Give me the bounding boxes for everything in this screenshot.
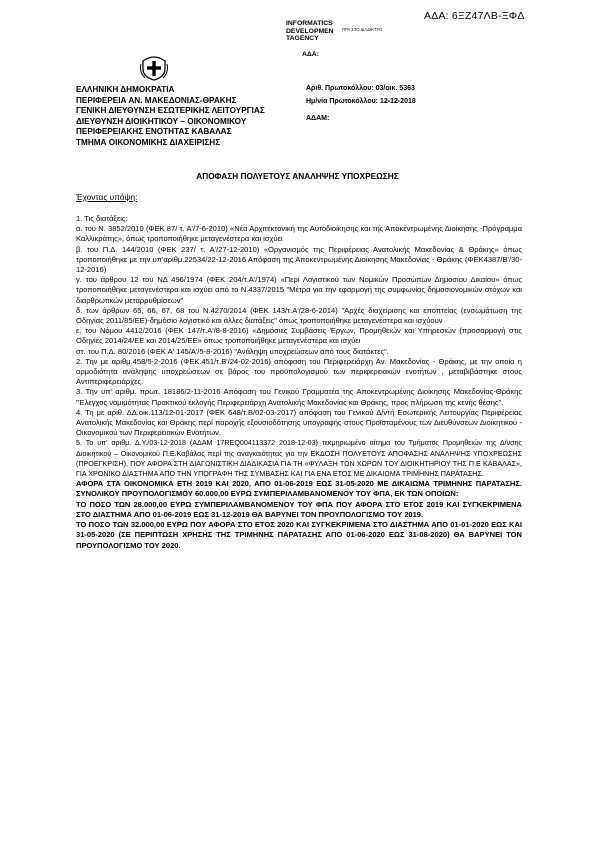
body-paragraph: 2. Την με αριθμ.458/5-2-2016 (ΦΕΚ.451/τ.Β'/24-02-2016) απόφαση του Περιφερειάρχη Αν. Μακεδονίας - Θράκης, με την οποία η αρμοδιότητα ανάληψης υποχρεώσεων σε βάρος του προϋπολογισμού των περιφερειακών ενοτήτων , μεταβιβάστηκε στους Αντιπεριφερειάρχες. — [76, 356, 522, 387]
body-paragraph: ΤΟ ΠΟΣΟ ΤΩΝ 32.000,00 ΕΥΡΩ ΠΟΥ ΑΦΟΡΑ ΣΤΟ ΕΤΟΣ 2020 ΚΑΙ ΣΥΓΚΕΚΡΙΜΕΝΑ ΣΤΟ ΔΙΑΣΤΗΜΑ ΑΠΟ 01-01-2020 ΕΩΣ ΚΑΙ 31-05-2020 (ΣΕ ΠΕΡΙΠΤΩΣΗ ΧΡΗΣΗΣ ΤΗΣ ΤΡΙΜΗΝΗΣ ΠΑΡΑΤΑΣΗΣ ΑΠΟ 01-06-2020 ΕΩΣ 31-08-2020) ΘΑ ΒΑΡΥΝΕΙ ΤΟΝ ΠΡΟΥΠΟΛΟΓΙΣΜΟ ΤΟΥ 2020. — [76, 520, 522, 550]
adam-label: ΑΔΑΜ: — [306, 115, 330, 122]
stamp-ada-label: ΑΔΑ: — [302, 51, 319, 58]
header-line: ΕΛΛΗΝΙΚΗ ΔΗΜΟΚΡΑΤΙΑ — [76, 85, 175, 94]
body-paragraph: α. του Ν. 3852/2010 (ΦΕΚ 87/ τ. Α'/7-6-2010) «Νέα Αρχιτεκτονική της Αυτοδιοίκησης και της Αποκεντρωμένης Διοίκησης -Πρόγραμμα Καλλικράτης», όπως τροποποιήθηκε μεταγενέστερα και ισχύει — [76, 224, 522, 244]
ada-number: ΑΔΑ: 6ΞΖ47ΛΒ-ΞΦΔ — [424, 10, 525, 22]
body-paragraph: ΑΦΟΡΑ ΣΤΑ ΟΙΚΟΝΟΜΙΚΑ ΕΤΗ 2019 ΚΑΙ 2020, ΑΠΟ 01-06-2019 ΕΩΣ 31-05-2020 ΜΕ ΔΙΚΑΙΩΜΑ ΤΡΙΜΗΝΗΣ ΠΑΡΑΤΑΣΗΣ. ΣΥΝΟΛΙΚΟΥ ΠΡΟΥΠΟΛΟΓΙΣΜΟΥ 60.000,00 ΕΥΡΩ ΣΥΜΠΕΡΙΛΑΜΒΑΝΟΜΕΝΟΥ ΤΟΥ ΦΠΑ, ΕΚ ΤΩΝ ΟΠΟΙΩΝ: — [76, 479, 522, 499]
protocol-number: Αριθ. Πρωτοκόλλου: 03/οικ. 5363 — [306, 85, 415, 92]
document-title: ΑΠΟΦΑΣΗ ΠΟΛΥΕΤΟΥΣ ΑΝΑΛΗΨΗΣ ΥΠΟΧΡΕΩΣΗΣ — [196, 171, 399, 181]
body-paragraph: 3. Την υπ' αριθμ. πρωτ. 18186/2-11-2016 Απόφαση του Γενικού Γραμματέα της Αποκεντρωμένης Διοίκησης Μακεδονίας-Θράκης "Έλεγχος νομιμότητας Πρακτικού εκλογής Περιφερειάρχη Ανατολικής Μακεδονίας και Θράκης, προς πλήρωση της κενής θέσης". — [76, 387, 522, 407]
header-line: ΔΙΕΥΘΥΝΣΗ ΔΙΟΙΚΗΤΙΚΟΥ – ΟΙΚΟΝΟΜΙΚΟΥ — [76, 116, 247, 126]
document-body — [76, 214, 522, 551]
body-paragraph: β. του Π.Δ. 144/2010 (ΦΕΚ 237/ τ. Α'/27-12-2010) «Οργανισμός της Περιφέρειας Ανατολικής Μακεδονίας & Θράκης» όπως τροποποιήθηκε με την υπ'αριθμ.22534/22-12-2016 Απόφαση της Αποκεντρωμένης Διοίκησης Μακεδονίας - Θράκης (ΦΕΚ4387/Β'/30-12-2016) — [76, 244, 522, 275]
body-paragraph: γ. του άρθρου 12 του ΝΔ 496/1974 (ΦΕΚ 204/τ.Α'/1974) «Περί Λογιστικού των Νομικών Προσώπων Δημοσίου Δικαίου» όπως τροποποιήθηκε μεταγενέστερα και ισχύει από το Ν.4337/2015 "Μέτρα για την εφαρμογή της συμφωνίας δημοσιονομικών στόχων και διαρθρωτικών μεταρρυθμίσεων" — [76, 275, 522, 305]
stamp-mid-text: ΠΡΑ ΣΤΟ ΔΙΑΔΙΚΤΥΟ — [342, 26, 383, 32]
body-paragraph: στ. του Π.Δ. 80/2016 (ΦΕΚ Α' 145/Α'/5-8-2016) "Ανάληψη υποχρεώσεων από τους διατάκτες". — [76, 346, 389, 356]
document-subtitle: Έχοντας υπόψη: — [76, 192, 138, 202]
diavgeia-stamp — [286, 20, 446, 43]
body-paragraph: ε. του Νόμου 4412/2016 (ΦΕΚ 147/τ.Α'/8-8-2016) «Δημόσιες Συμβάσεις Έργων, Προμηθειών και Υπηρεσιών (προσαρμογή στις Οδηγίες 2014/24/ΕΕ και 2014/25/ΕΕ» όπως τροποποιήθηκε μεταγενέστερα και ισχύει — [76, 326, 522, 346]
body-paragraph: 5. Το υπ' αριθμ. Δ.Υ./03-12-2018 (ΑΔΑΜ 17REQ004113372 2018-12-03) τεκμηριωμένο αίτημα του Τμήματος Προμηθειών της Δ/νσης Διοικητικού – Οικονομικού Π.Ε.Καβάλας περί της αναγκαιότητας για την ΕΚΔΟΣΗ ΠΟΛΥΕΤΟΥΣ ΑΠΟΦΑΣΗΣ ΑΝΑΛΗΨΗΣ ΥΠΟΧΡΕΩΣΗΣ (ΠΡΟΕΓΚΡΙΣΗ), ΠΟΥ ΑΦΟΡΑ ΣΤΗ ΔΙΑΓΩΝΙΣΤΙΚΗ ΔΙΑΔΙΚΑΣΙΑ ΓΙΑ ΤΗ «ΦΥΛΑΞΗ ΤΩΝ ΧΩΡΩΝ ΤΟΥ ΔΙΟΙΚΗΤΗΡΙΟΥ ΤΗΣ Π.Ε ΚΑΒΑΛΑΣ», ΓΙΑ ΧΡΟΝΙΚΟ ΔΙΑΣΤΗΜΑ ΑΠΟ ΤΗΝ ΥΠΟΓΡΑΦΗ ΤΗΣ ΣΥΜΒΑΣΗΣ ΚΑΙ ΓΙΑ ΕΝΑ ΕΤΟΣ ΜΕ ΔΙΚΑΙΩΜΑ ΤΡΙΜΗΝΗΣ ΠΑΡΑΤΑΣΗΣ. — [76, 439, 522, 479]
header-line: ΠΕΡΙΦΕΡΕΙΑ ΑΝ. ΜΑΚΕΔΟΝΙΑΣ-ΘΡΑΚΗΣ — [76, 95, 237, 105]
issuing-authority — [76, 85, 265, 149]
body-paragraph: ΤΟ ΠΟΣΟ ΤΩΝ 28.000,00 ΕΥΡΩ ΣΥΜΠΕΡΙΛΑΜΒΑΝΟΜΕΝΟΥ ΤΟΥ ΦΠΑ ΠΟΥ ΑΦΟΡΑ ΣΤΟ ΕΤΟΣ 2019 ΚΑΙ ΣΥΓΚΕΚΡΙΜΕΝΑ ΣΤΟ ΔΙΑΣΤΗΜΑ ΑΠΟ 01-06-2019 ΕΩΣ 31-12-2019 ΘΑ ΒΑΡΥΝΕΙ ΤΟΝ ΠΡΟΥΠΟΛΟΓΙΣΜΟ ΤΟΥ 2019. — [76, 499, 522, 519]
protocol-date: Ημ/νία Πρωτοκόλλου: 12-12-2018 — [306, 97, 416, 105]
header-line: ΤΜΗΜΑ ΟΙΚΟΝΟΜΙΚΗΣ ΔΙΑΧΕΙΡΙΣΗΣ — [76, 137, 221, 147]
stamp-line-1: INFORMATICS — [286, 20, 333, 27]
header-line: ΠΕΡΙΦΕΡΕΙΑΚΗΣ ΕΝΟΤΗΤΑΣ ΚΑΒΑΛΑΣ — [76, 127, 232, 137]
protocol-block — [306, 83, 416, 108]
body-paragraph: 4. Τη με αριθ. ΔΔ.οικ.113/12-01-2017 (ΦΕΚ 648/τ.Β/02-03-2017) απόφαση του Γενικού Δ/ντή Εσωτερικής Λειτουργίας Περιφέρειας Ανατολικής Μακεδονίας και Θράκης περί παροχής εξουσιοδότησης υπογραφής στους Προϊσταμένους των Διευθύνσεων Διοικητικού - Οικονομικού των Περιφερειακών Ενοτήτων. — [76, 407, 522, 438]
stamp-line-2: DEVELOPMEN — [286, 27, 334, 35]
body-paragraph: 1. Τις διατάξεις: — [76, 214, 128, 223]
coat-of-arms-icon — [140, 55, 168, 81]
stamp-line-3: TAGENCY — [286, 35, 319, 43]
body-paragraph: δ. των άρθρων 65, 66, 67, 68 του Ν.4270/2014 (ΦΕΚ 143/τ.Α'/28-6-2014) "Αρχές διαχείρισης και εποπτείας (ενσωμάτωση της Οδηγίας 2011/85/ΕΕ)-δημόσιο λογιστικό και άλλες διατάξεις" όπως τροποποιήθηκε μεταγενέστερα και ισχύουν — [76, 305, 522, 326]
header-line: ΓΕΝΙΚΗ ΔΙΕΥΘΥΝΣΗ ΕΣΩΤΕΡΙΚΗΣ ΛΕΙΤΟΥΡΓΙΑΣ — [76, 106, 265, 116]
